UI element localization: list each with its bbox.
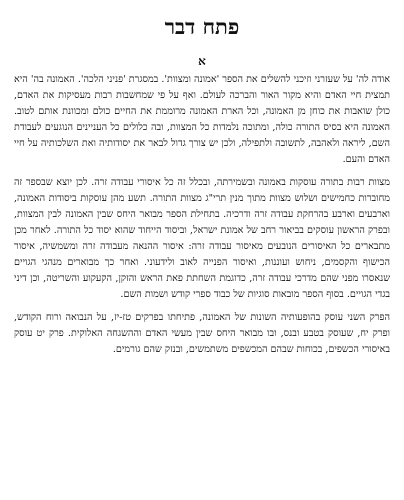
paragraph: אודה לה' על שעזרני וזיכני להשלים את הספר 'אמונה ומצוות'. במסגרת 'פניני הלכה'. האמונה בה' היא תמצית חיי האדם והיא מקור האור והברכה לעולם. ואף על פי שמחשבות רבות מעסיקות את האדם, כולן שואבות את כוחן מן האמונה, וכל הארת האמונה מרוממת את החיים כולם ומכוונת אותם לטוב. האמונה היא בסיס התורה כולה, ומתוכה נלמדות כל המצוות, ובה כלולים כל העניינים הנוגעים לעבודת השם, ליראה ולאהבה, לתשובה ולתפילה, ולכן יש צורך גדול לבאר את יסודותיה ואת השלכותיה על חיי האדם והעם.: [14, 74, 390, 165]
section-letter: א: [198, 54, 206, 68]
document-page: [14, 14, 390, 494]
paragraph: מצוות רבות בתורה עוסקות באמונה ובשמירתה, ובכלל זה כל איסורי עבודה זרה. לכן יוצא שבספר זה מחוברות כחמישים ושלוש מצוות מתוך מנין תרי"ג מצוות התורה. תשע מהן עוסקות ביסודות האמונה, וארבעים וארבע בהרחקת עבודה זרה ודרכיה. בתחילת הספר מבואר היחס שבין האמונה לבין המצוות, ובפרק הראשון עוסקים בביאור רחב של אמונת ישראל, וביסוד הייחוד שהוא יסוד כל התורה. לאחר מכן מתבארים כל האיסורים הנובעים מאיסור עבודה זרה: איסור ההנאה מעבודה זרה ומשמשיה, איסור הכישוף והקסמים, ניחוש ועוננות, ואיסור הפנייה לאוב ולידעוני. ואחר כך מבוארים מנהגי הגויים שנאסרו מפני שהם מדרכי עבודה זרה, כדוגמת השחתת פאת הראש והזקן, הקעקוע והשריטה, וכן דיני בגדי הגויים. בסוף הספר מובאות סוגיות של כבוד ספרי קודש ושמות השם.: [14, 177, 390, 300]
page-title: פתח דבר: [164, 14, 240, 39]
paragraph: הפרק השני עוסק בהופעותיה השונות של האמונה, פתיחתו בפרקים טז-יז, על הנבואה ורוח הקודש, ופרק יח, שעוסק בטבע ובנס, ובו מבואר היחס שבין מעשי האדם וההשגחה האלוקית. פרק יט עוסק באיסורי הכשפים, בכוחות שבהם המכשפים משתמשים, ובנזק שהם גורמים.: [14, 312, 390, 355]
